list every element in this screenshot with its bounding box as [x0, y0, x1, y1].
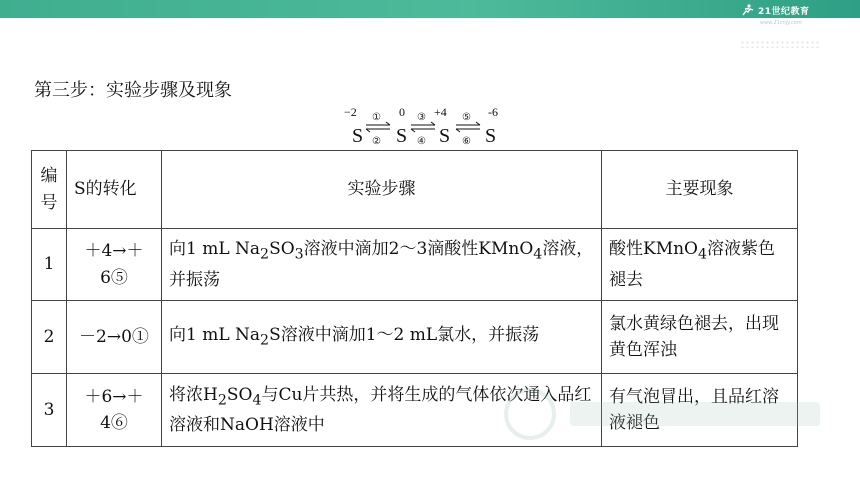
experiment-table	[31, 150, 798, 447]
arrow-3-backward	[456, 129, 480, 132]
table-row	[32, 374, 798, 447]
procedure-text: 向1 mL Na	[169, 324, 261, 345]
subscript: 2	[260, 246, 270, 263]
sulfur-symbol-3: S	[439, 125, 451, 147]
sulfur-conversion-scheme	[338, 104, 518, 148]
row-id: 2	[32, 301, 67, 374]
brand-logo	[740, 2, 810, 18]
subscript: 4	[533, 246, 543, 263]
arrow-2-backward	[411, 129, 435, 132]
arrow-label-1-backward: ②	[372, 136, 381, 147]
row-phenomenon: 有气泡冒出，且品红溶液褪色	[602, 374, 798, 447]
row-conversion: ＋6→＋4⑥	[67, 374, 162, 447]
valence-4: -6	[488, 105, 498, 119]
procedure-text: 向1 mL Na	[169, 239, 261, 260]
brand-url: www.21cnjy.com	[760, 20, 802, 26]
row-id: 3	[32, 374, 67, 447]
top-banner	[0, 0, 860, 18]
phenomenon-text: 酸性KMnO	[609, 239, 698, 260]
subscript: 3	[294, 246, 304, 263]
arrow-label-2-backward: ④	[417, 136, 426, 147]
subscript: 2	[260, 332, 270, 349]
decorative-dots	[740, 40, 820, 48]
table-header-row	[32, 151, 798, 229]
procedure-text: S溶液中滴加1～2 mL氯水，并振荡	[269, 324, 540, 345]
step-heading: 第三步：实验步骤及现象	[34, 80, 232, 101]
procedure-text: 溶液中滴加2～3滴酸性KMnO	[303, 239, 534, 260]
arrow-label-1-forward: ①	[372, 112, 381, 123]
subscript: 4	[698, 246, 708, 263]
header-id: 编号	[32, 151, 67, 229]
runner-icon	[740, 4, 754, 16]
header-procedure: 实验步骤	[162, 151, 602, 229]
procedure-text: 与Cu片共热，并将生成的气体依次通入品红溶液和NaOH溶液中	[169, 384, 592, 435]
subscript: 4	[252, 392, 262, 409]
arrow-1-backward	[366, 129, 390, 132]
equilibrium-arrows	[366, 122, 480, 132]
row-procedure	[162, 229, 602, 301]
valence-2: 0	[399, 105, 405, 119]
valence-3: +4	[434, 105, 447, 119]
subscript: 2	[217, 392, 227, 409]
arrow-label-3-backward: ⑥	[462, 136, 471, 147]
procedure-text: 溶液，并振荡	[169, 239, 594, 290]
brand-name: 21世纪教育	[758, 6, 810, 17]
row-id: 1	[32, 229, 67, 301]
valence-1: −2	[344, 105, 357, 119]
procedure-text: SO	[226, 384, 253, 405]
row-phenomenon: 氯水黄绿色褪去，出现黄色浑浊	[602, 301, 798, 374]
arrow-label-2-forward: ③	[417, 112, 426, 123]
sulfur-symbol-2: S	[396, 125, 408, 147]
sulfur-symbol-1: S	[352, 125, 364, 147]
table-row	[32, 229, 798, 301]
row-phenomenon	[602, 229, 798, 301]
row-conversion: －2→0①	[67, 301, 162, 374]
row-conversion: ＋4→＋6⑤	[67, 229, 162, 301]
row-procedure	[162, 301, 602, 374]
header-conversion: S的转化	[67, 151, 162, 229]
row-procedure	[162, 374, 602, 447]
header-phenomenon: 主要现象	[602, 151, 798, 229]
procedure-text: SO	[269, 239, 295, 260]
table-row	[32, 301, 798, 374]
arrow-label-3-forward: ⑤	[462, 112, 471, 123]
phenomenon-text: 溶液紫色褪去	[609, 239, 776, 290]
sulfur-symbol-4: S	[485, 125, 497, 147]
procedure-text: 将浓H	[169, 384, 218, 405]
